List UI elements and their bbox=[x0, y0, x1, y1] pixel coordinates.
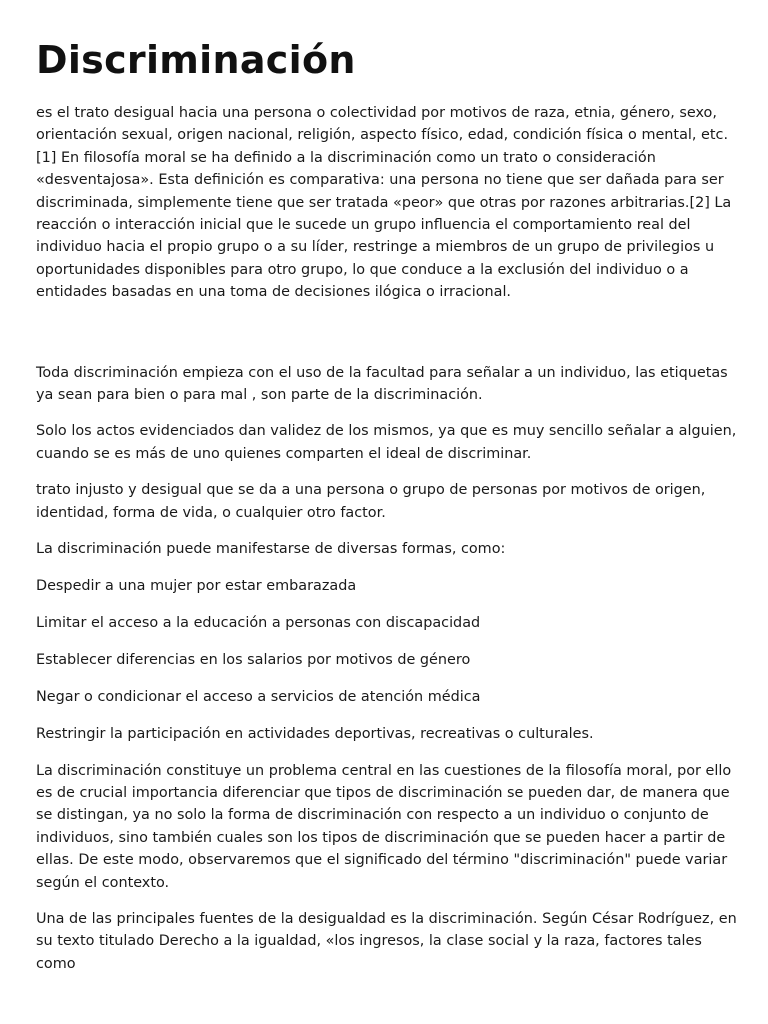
paragraph-definition: trato injusto y desigual que se da a una persona o grupo de personas por motivos de origen, identidad, forma de vida, o cualquier otro factor. bbox=[36, 482, 706, 521]
page-title: Discriminación bbox=[36, 38, 356, 82]
paragraph-gap bbox=[36, 304, 742, 362]
list-item: Despedir a una mujer por estar embarazada bbox=[36, 578, 357, 594]
paragraph-forms-intro: La discriminación puede manifestarse de diversas formas, como: bbox=[36, 541, 506, 558]
list-item: Restringir la participación en actividades deportivas, recreativas o culturales. bbox=[36, 725, 594, 742]
list-item: Negar o condicionar el acceso a servicios de atención médica bbox=[36, 688, 481, 705]
paragraph-labels: Toda discriminación empieza con el uso de la facultad para señalar a un individuo, las etiquetas ya sean para bien o para mal , son parte de la discriminación. bbox=[36, 364, 728, 404]
paragraph-inequality: Una de las principales fuentes de la desigualdad es la discriminación. Según César Rodríguez, en su texto titulado Derecho a la igualdad, «los ingresos, la clase social y la raza, factores tales como bbox=[36, 910, 737, 972]
document-page bbox=[36, 34, 742, 989]
intro-paragraph: es el trato desigual hacia una persona o colectividad por motivos de raza, etnia, género, sexo, orientación sexual, origen nacional, religión, aspecto físico, edad, condición física o mental, etc. [1] En filosofía moral se ha definido a la discriminación como un trato o consideración «desventajosa». Esta definición es comparativa: una persona no tiene que ser dañada para ser discriminada, simplemente tiene que ser tratada «peor» que otras por razones arbitrarias.[2] La reacción o interacción inicial que le sucede un grupo influencia el comportamiento real del individuo hacia el propio grupo o a su líder, restringe a miembros de un grupo de privilegios u oportunidades disponibles para otro grupo, lo que conduce a la exclusión del individuo o a entidades basadas en una toma de decisiones ilógica o irracional. bbox=[36, 105, 732, 301]
paragraph-moral-philosophy: La discriminación constituye un problema central en las cuestiones de la filosofía moral, por ello es de crucial importancia diferenciar que tipos de discriminación se pueden dar, de manera que se distingan, ya no solo la forma de discriminación con respecto a un individuo o conjunto de individuos, sino también cuales son los tipos de discriminación que se pueden hacer a partir de ellas. De este modo, observaremos que el significado del término "discriminación" puede variar según el contexto. bbox=[36, 762, 732, 891]
paragraph-evidence: Solo los actos evidenciados dan validez de los mismos, ya que es muy sencillo señalar a alguien, cuando se es más de uno quienes comparten el ideal de discriminar. bbox=[36, 423, 737, 462]
list-item: Establecer diferencias en los salarios por motivos de género bbox=[36, 651, 471, 668]
list-item: Limitar el acceso a la educación a personas con discapacidad bbox=[36, 614, 481, 631]
